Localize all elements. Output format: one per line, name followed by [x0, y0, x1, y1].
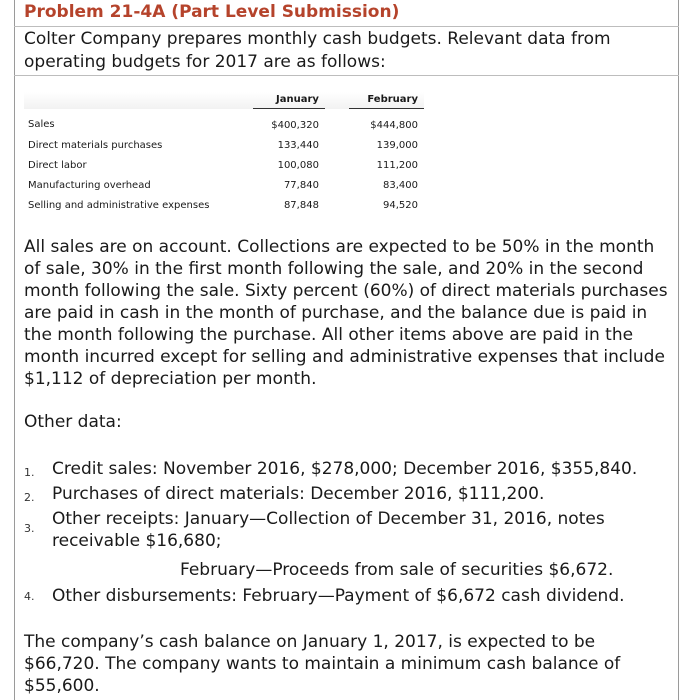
closing-paragraph: The company’s cash balance on January 1, 2017, is expected to be $66,720. The company wants to maintain a minimum cash balance of $55,600. [24, 632, 621, 696]
table-row [24, 155, 424, 175]
row-feb-value: 111,200 [376, 159, 418, 171]
row-jan-value: $400,320 [271, 119, 319, 131]
list-item-text: Purchases of direct materials: December 2016, $111,200. [52, 484, 545, 504]
collections-paragraph: All sales are on account. Collections are expected to be 50% in the month of sale, 30% in the first month following the sale, and 20% in the second month following the sale. Sixty percent (60%) of direct materials purchases are paid in cash in the month of purchase, and the balance due is paid in the month following the purchase. All other items above are paid in the month incurred except for selling and administrative expenses that include $1,112 of depreciation per month. [24, 237, 668, 389]
list-number: 3. [24, 522, 35, 535]
row-label: Direct labor [28, 159, 87, 171]
list-item [24, 586, 664, 606]
table-row [24, 195, 424, 215]
intro-divider [14, 75, 679, 76]
list-item-text: Other disbursements: February—Payment of $6,672 cash dividend. [52, 586, 625, 606]
header-february: February [349, 92, 424, 109]
row-label: Direct materials purchases [28, 139, 163, 151]
problem-title: Problem 21-4A (Part Level Submission) [24, 2, 400, 22]
title-divider [14, 26, 679, 27]
header-gap [325, 92, 349, 109]
list-item [24, 483, 664, 505]
row-jan-value: 133,440 [277, 139, 319, 151]
list-item-text: Other receipts: January—Collection of December 31, 2016, notes receivable $16,680; [52, 509, 605, 551]
row-jan-value: 87,848 [283, 199, 319, 211]
list-item [24, 508, 664, 552]
list-number: 1. [24, 466, 35, 479]
row-label: Sales [28, 119, 55, 131]
table-row [24, 175, 424, 195]
table-header-row [24, 92, 424, 109]
other-data-list [24, 458, 664, 552]
table-header-blank [24, 92, 253, 109]
list-item-text: Credit sales: November 2016, $278,000; December 2016, $355,840. [52, 459, 638, 479]
list-number: 2. [24, 491, 35, 504]
table-row [24, 109, 424, 136]
row-feb-value: 83,400 [383, 179, 418, 191]
other-data-label: Other data: [24, 412, 122, 432]
row-feb-value: $444,800 [370, 119, 418, 131]
item3-continuation: February—Proceeds from sale of securities $6,672. [180, 560, 614, 580]
intro-text: Colter Company prepares monthly cash budgets. Relevant data from operating budgets for 2017 are as follows: [24, 29, 611, 72]
list-number: 4. [24, 590, 35, 603]
row-feb-value: 139,000 [376, 139, 418, 151]
list-item [24, 458, 664, 480]
row-label: Manufacturing overhead [28, 179, 151, 191]
row-jan-value: 100,080 [277, 159, 319, 171]
header-january: January [253, 92, 325, 109]
table-row [24, 135, 424, 155]
row-label: Selling and administrative expenses [28, 199, 210, 211]
row-feb-value: 94,520 [383, 199, 418, 211]
row-jan-value: 77,840 [283, 179, 319, 191]
budget-table [24, 92, 424, 215]
